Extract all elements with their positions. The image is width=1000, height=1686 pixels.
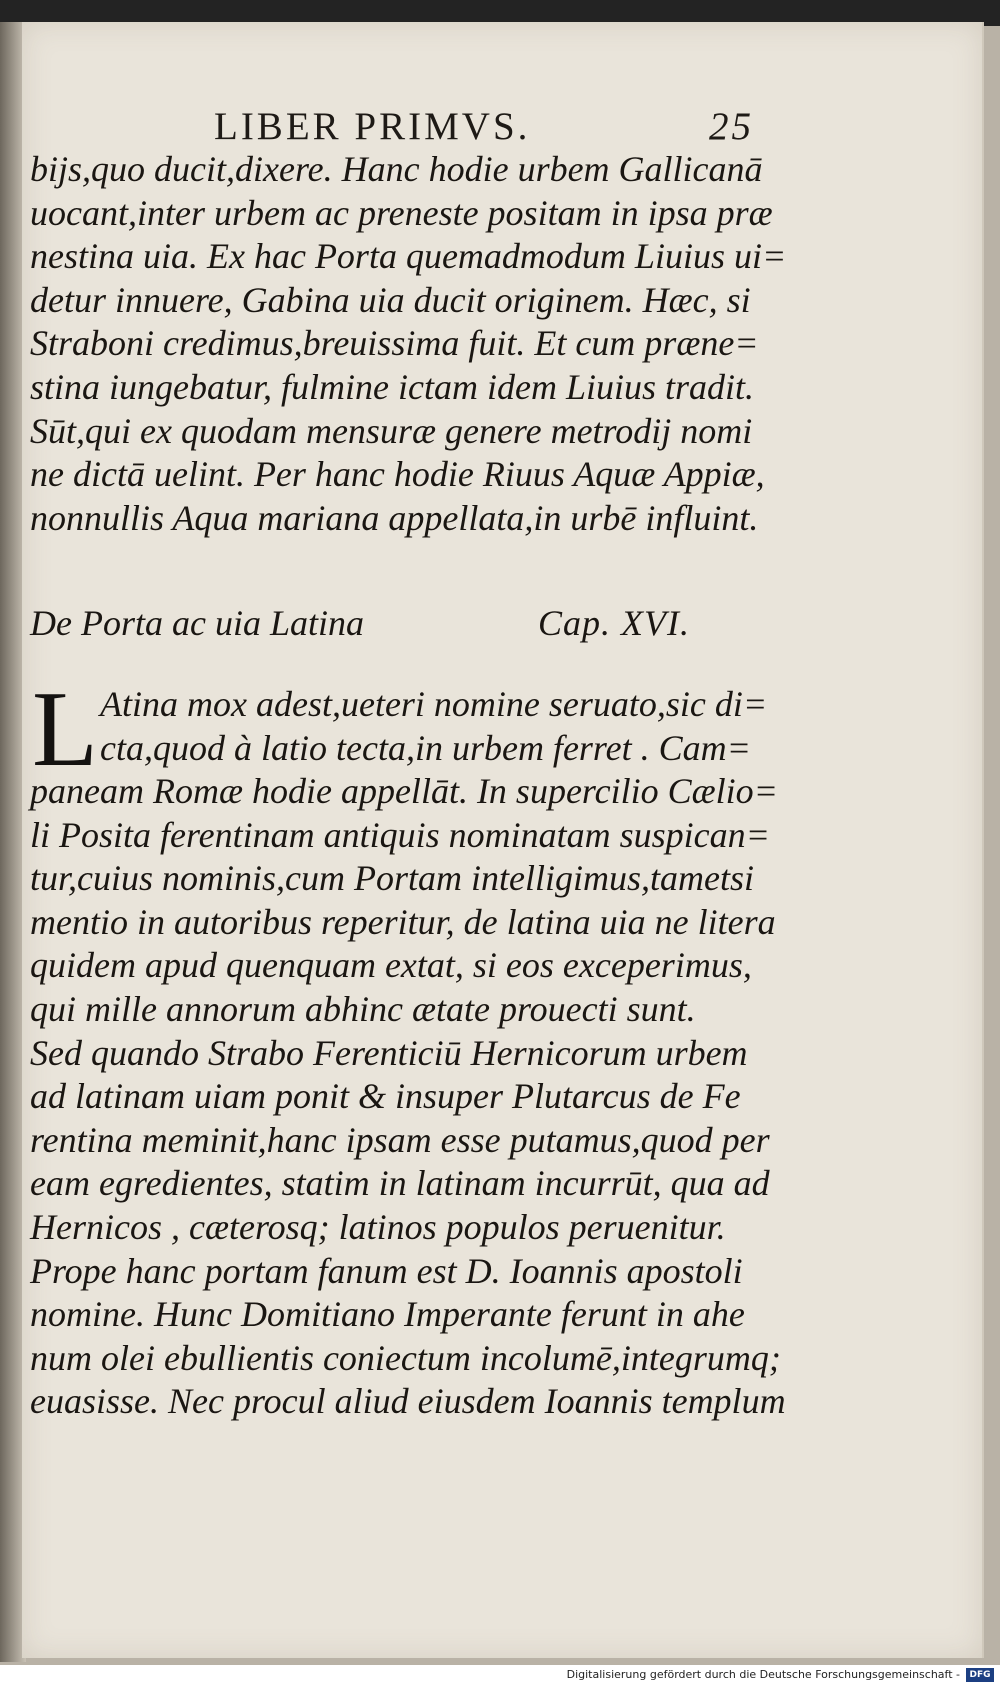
text-line: Sūt,qui ex quodam mensuræ genere metrodij nomi xyxy=(30,410,753,451)
text-line: cta,quod à latio tecta,in urbem ferret . Cam= xyxy=(100,727,751,768)
paragraph-2-opening xyxy=(100,683,768,770)
chapter-number: Cap. XVI. xyxy=(538,603,690,643)
text-line: mentio in autoribus reperitur, de latina uia ne litera xyxy=(30,901,776,942)
text-line: Sed quando Strabo Ferenticiū Hernicorum urbem xyxy=(30,1032,748,1073)
digitization-footer xyxy=(0,1665,1000,1686)
text-line: li Posita ferentinam antiquis nominatam suspican= xyxy=(30,814,770,855)
text-line: nonnullis Aqua mariana appellata,in urbē influint. xyxy=(30,497,759,538)
running-title: LIBER PRIMVS. xyxy=(214,105,531,148)
dfg-logo-icon: DFG xyxy=(966,1668,994,1682)
text-line: num olei ebullientis coniectum incolumē,integrumq; xyxy=(30,1337,781,1378)
text-line: ad latinam uiam ponit & insuper Plutarcus de Fe xyxy=(30,1076,741,1117)
paragraph-1 xyxy=(30,148,787,540)
page-number: 25 xyxy=(709,105,754,148)
chapter-title: De Porta ac uia Latina xyxy=(30,603,364,643)
text-line: bijs,quo ducit,dixere. Hanc hodie urbem Gallicanā xyxy=(30,149,763,189)
text-line: eam egredientes, statim in latinam incurrūt, qua ad xyxy=(30,1163,770,1204)
text-line: quidem apud quenquam extat, si eos exceperimus, xyxy=(30,945,752,986)
text-line: Atina mox adest,ueteri nomine seruato,sic di= xyxy=(100,684,768,724)
footer-credit: Digitalisierung gefördert durch die Deutsche Forschungsgemeinschaft - xyxy=(566,1668,960,1681)
text-line: Straboni credimus,breuissima fuit. Et cum præne= xyxy=(30,323,759,364)
text-line: tur,cuius nominis,cum Portam intelligimus,tametsi xyxy=(30,858,754,899)
text-line: nestina uia. Ex hac Porta quemadmodum Liuius ui= xyxy=(30,236,787,277)
text-line: ne dictā uelint. Per hanc hodie Riuus Aquæ Appiæ, xyxy=(30,454,765,495)
text-line: uocant,inter urbem ac preneste positam in ipsa præ xyxy=(30,192,773,233)
text-line: paneam Romæ hodie appellāt. In supercilio Cælio= xyxy=(30,771,778,811)
text-line: qui mille annorum abhinc ætate prouecti sunt. xyxy=(30,988,696,1029)
drop-initial: L xyxy=(32,670,98,789)
text-line: euasisse. Nec procul aliud eiusdem Ioannis templum xyxy=(30,1381,786,1422)
text-line: stina iungebatur, fulmine ictam idem Liuius tradit. xyxy=(30,366,755,407)
text-line: nomine. Hunc Domitiano Imperante ferunt in ahe xyxy=(30,1294,745,1335)
text-line: detur innuere, Gabina uia ducit originem. Hæc, si xyxy=(30,279,751,320)
text-line: Prope hanc portam fanum est D. Ioannis apostoli xyxy=(30,1250,743,1291)
text-line: Hernicos , cæterosq; latinos populos peruenitur. xyxy=(30,1206,726,1247)
running-header xyxy=(214,104,754,152)
text-line: rentina meminit,hanc ipsam esse putamus,quod per xyxy=(30,1119,770,1160)
paragraph-2 xyxy=(30,770,786,1424)
chapter-heading xyxy=(30,602,750,648)
